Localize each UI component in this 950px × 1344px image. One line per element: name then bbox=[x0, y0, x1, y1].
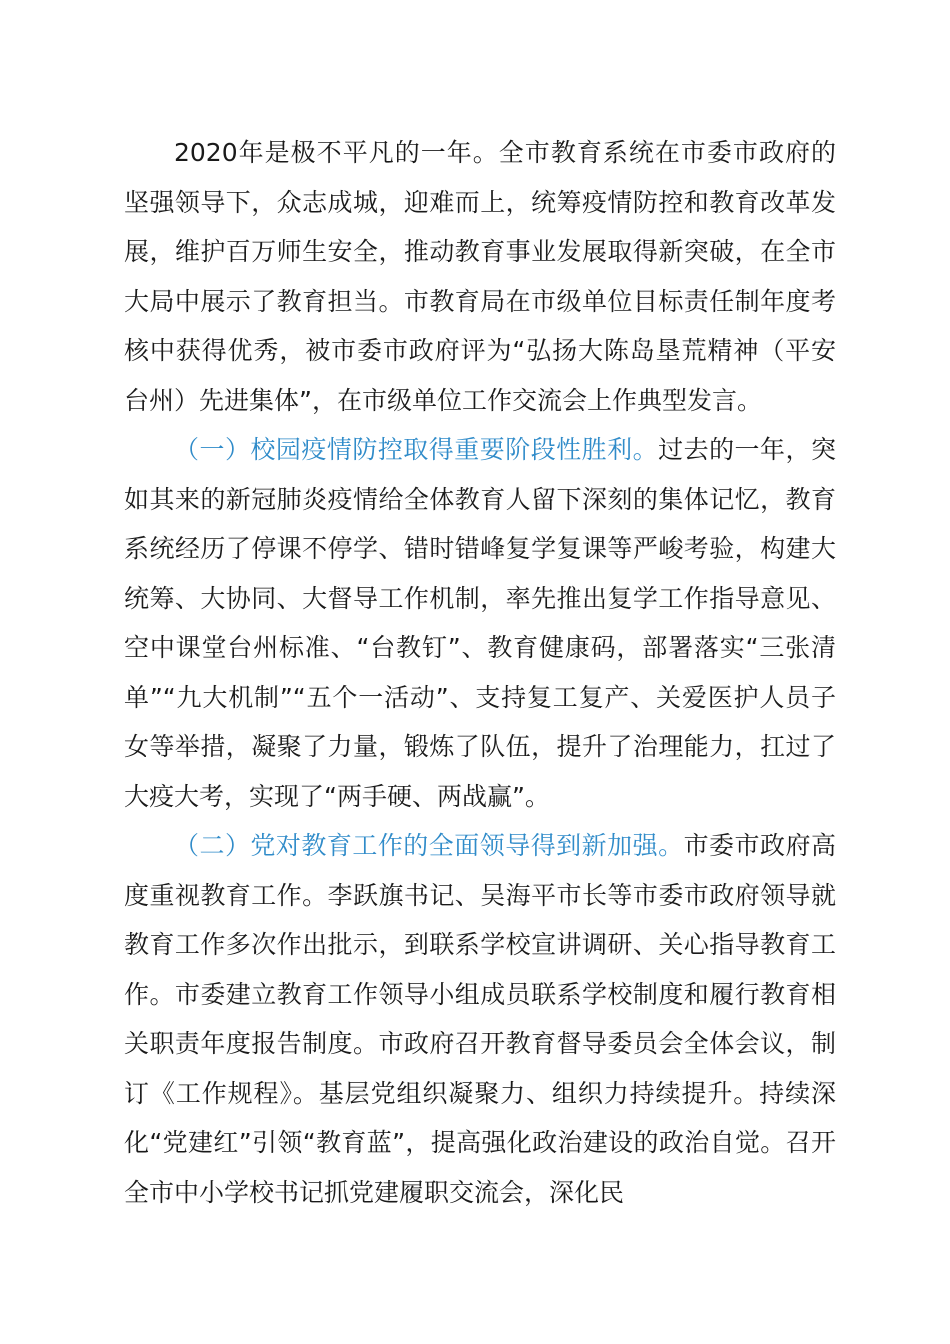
paragraph-text: 2020年是极不平凡的一年。全市教育系统在市委市政府的坚强领导下，众志成城，迎难而上，统筹疫情防控和教育改革发展，维护百万师生安全，推动教育事业发展取得新突破，在全市大局中展示了教育担当。市教育局在市级单位目标责任制年度考核中获得优秀，被市委市政府评为“弘扬大陈岛垦荒精神（平安台州）先进集体”，在市级单位工作交流会上作典型发言。 bbox=[124, 138, 836, 415]
paragraph-text: 过去的一年，突如其来的新冠肺炎疫情给全体教育人留下深刻的集体记忆，教育系统经历了停课不停学、错时错峰复学复课等严峻考验，构建大统筹、大协同、大督导工作机制，率先推出复学工作指导意见、空中课堂台州标准、“台教钉”、教育健康码，部署落实“三张清单”“九大机制”“五个一活动”、支持复工复产、关爱医护人员子女等举措，凝聚了力量，锻炼了队伍，提升了治理能力，扛过了大疫大考，实现了“两手硬、两战赢”。 bbox=[124, 435, 836, 811]
paragraph-heading: （一）校园疫情防控取得重要阶段性胜利。 bbox=[174, 435, 659, 464]
paragraph-heading: （二）党对教育工作的全面领导得到新加强。 bbox=[174, 831, 684, 860]
paragraph-party-leadership bbox=[124, 821, 836, 1217]
paragraph-epidemic-control bbox=[124, 425, 836, 821]
paragraph-intro bbox=[124, 128, 836, 425]
document-body bbox=[124, 128, 836, 1217]
paragraph-text: 市委市政府高度重视教育工作。李跃旗书记、吴海平市长等市委市政府领导就教育工作多次作出批示，到联系学校宣讲调研、关心指导教育工作。市委建立教育工作领导小组成员联系学校制度和履行教育相关职责年度报告制度。市政府召开教育督导委员会全体会议，制订《工作规程》。基层党组织凝聚力、组织力持续提升。持续深化“党建红”引领“教育蓝”，提高强化政治建设的政治自觉。召开全市中小学校书记抓党建履职交流会，深化民 bbox=[124, 831, 836, 1207]
